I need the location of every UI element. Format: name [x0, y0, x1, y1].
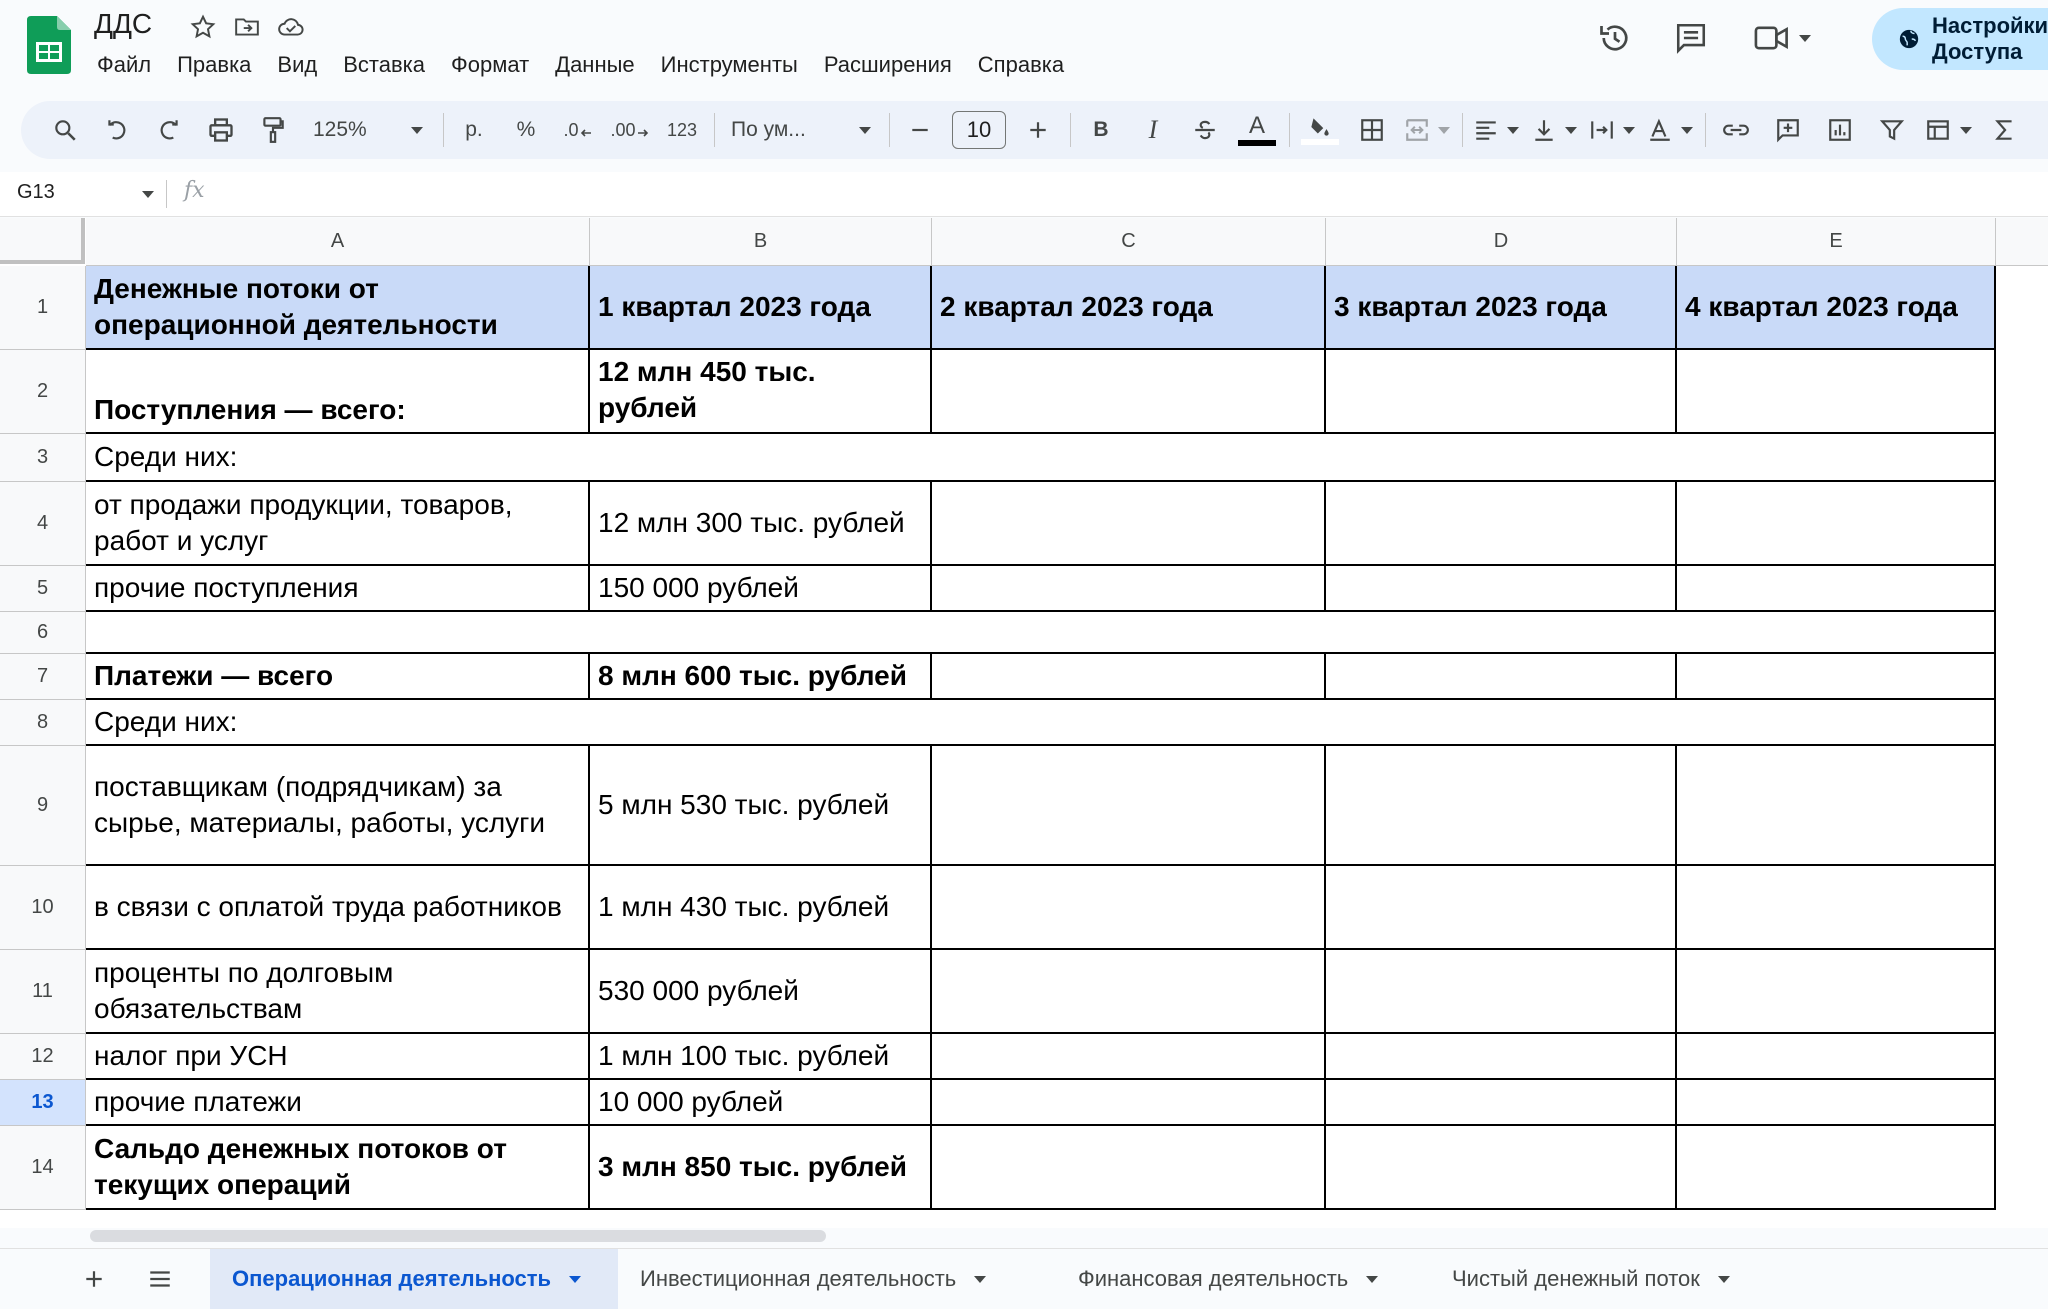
- horizontal-scrollbar[interactable]: [90, 1230, 826, 1242]
- globe-icon: [1898, 26, 1920, 52]
- filter-views-icon[interactable]: [1924, 110, 1972, 150]
- print-icon[interactable]: [201, 110, 241, 150]
- sheets-logo-icon[interactable]: [27, 16, 71, 74]
- cell-b7[interactable]: [590, 654, 932, 700]
- functions-icon[interactable]: [1984, 110, 2024, 150]
- redo-icon[interactable]: [149, 110, 189, 150]
- cell-text: налог при УСН: [94, 1040, 288, 1071]
- cell-a6[interactable]: [86, 612, 1996, 654]
- toolbar-divider: [714, 113, 715, 147]
- app-header: [0, 0, 2048, 96]
- cell-c4[interactable]: [932, 482, 1326, 566]
- chevron-down-icon: [1681, 127, 1693, 134]
- chevron-down-icon: [859, 127, 871, 134]
- cell-c14[interactable]: [932, 1126, 1326, 1210]
- cell-text: 3 квартал 2023 года: [1334, 291, 1607, 322]
- toolbar-divider: [1705, 113, 1706, 147]
- cell-d13[interactable]: [1326, 1080, 1677, 1126]
- cell-text: 4 квартал 2023 года: [1685, 291, 1958, 322]
- text-color-button[interactable]: [1237, 110, 1277, 150]
- cell-d14[interactable]: [1326, 1126, 1677, 1210]
- cell-d5[interactable]: [1326, 566, 1677, 612]
- chevron-down-icon: [1565, 127, 1577, 134]
- cell-e11[interactable]: [1677, 950, 1996, 1034]
- cell-a12[interactable]: [86, 1034, 590, 1080]
- name-box[interactable]: G13: [17, 181, 55, 203]
- cell-c7[interactable]: [932, 654, 1326, 700]
- zoom-select[interactable]: [305, 110, 431, 150]
- cell-text: 10 000 рублей: [598, 1086, 784, 1117]
- star-icon[interactable]: [188, 12, 218, 42]
- cell-d7[interactable]: [1326, 654, 1677, 700]
- row-header[interactable]: 3: [0, 434, 86, 482]
- sheet-tab-label: Инвестиционная деятельность: [640, 1266, 957, 1291]
- cell-a2[interactable]: [86, 350, 590, 434]
- italic-button[interactable]: I: [1148, 115, 1158, 144]
- row-header[interactable]: 14: [0, 1126, 86, 1210]
- arrow-left-icon: [579, 123, 593, 137]
- select-all-corner[interactable]: [0, 218, 85, 264]
- strikethrough-icon[interactable]: [1185, 110, 1225, 150]
- cell-text: 3 млн 850 тыс. рублей: [598, 1151, 907, 1182]
- cell-a5[interactable]: [86, 566, 590, 612]
- all-sheets-icon[interactable]: [140, 1259, 180, 1299]
- chevron-down-icon: [1623, 127, 1635, 134]
- cell-b1[interactable]: [590, 266, 932, 350]
- sheet-tab[interactable]: [1056, 1249, 1430, 1309]
- cell-d2[interactable]: [1326, 350, 1677, 434]
- menu-bar: [84, 48, 1077, 82]
- cell-b11[interactable]: [590, 950, 932, 1034]
- cell-text: прочие поступления: [94, 572, 359, 603]
- cell-text: 12 млн 450 тыс. рублей: [598, 356, 816, 423]
- share-button-label: Настройки Доступа: [1932, 13, 2048, 64]
- sheet-tabs-bar: [0, 1248, 2048, 1309]
- menu-data[interactable]: Данные: [555, 52, 635, 77]
- column-header-filler: [1996, 218, 2048, 266]
- cell-e13[interactable]: [1677, 1080, 1996, 1126]
- cell-c13[interactable]: [932, 1080, 1326, 1126]
- cell-d12[interactable]: [1326, 1034, 1677, 1080]
- menu-extensions[interactable]: Расширения: [823, 52, 952, 77]
- cell-text: проценты по долговым обязательствам: [94, 957, 394, 1024]
- cloud-status-icon[interactable]: [276, 12, 306, 42]
- comments-icon[interactable]: [1666, 16, 1716, 60]
- cell-e10[interactable]: [1677, 866, 1996, 950]
- cell-text: Платежи — всего: [94, 660, 334, 691]
- column-header-b[interactable]: B: [590, 218, 932, 266]
- more-formats-button[interactable]: 123: [666, 119, 698, 140]
- decrease-decimal-button[interactable]: [558, 110, 598, 150]
- chevron-down-icon: [1960, 127, 1972, 134]
- menu-edit[interactable]: Правка: [177, 52, 252, 77]
- toolbar-divider: [1289, 113, 1290, 147]
- sheet-tab[interactable]: [618, 1249, 1048, 1309]
- merge-cells-icon[interactable]: [1404, 110, 1450, 150]
- cell-b9[interactable]: [590, 746, 932, 866]
- bold-button[interactable]: B: [1093, 118, 1109, 141]
- zoom-value: 125%: [313, 118, 367, 141]
- cell-e1[interactable]: [1677, 266, 1996, 350]
- text-color-label: A: [1248, 112, 1265, 139]
- row-header[interactable]: 7: [0, 654, 86, 700]
- cell-text: 530 000 рублей: [598, 975, 799, 1006]
- fill-color-swatch: [1301, 139, 1339, 145]
- cell-a8[interactable]: [86, 700, 1996, 746]
- cell-a11[interactable]: [86, 950, 590, 1034]
- vertical-align-icon[interactable]: [1531, 110, 1577, 150]
- menu-file[interactable]: Файл: [97, 52, 152, 77]
- column-header-e[interactable]: E: [1677, 218, 1996, 266]
- row-header[interactable]: 1: [0, 266, 86, 350]
- cell-a9[interactable]: [86, 746, 590, 866]
- cell-a1[interactable]: [86, 266, 590, 350]
- cell-e2[interactable]: [1677, 350, 1996, 434]
- row-header[interactable]: 8: [0, 700, 86, 746]
- cell-text: прочие платежи: [94, 1086, 302, 1117]
- cell-b13[interactable]: [590, 1080, 932, 1126]
- cell-text: Среди них:: [94, 441, 238, 472]
- menu-view[interactable]: Вид: [277, 52, 318, 77]
- decrease-font-size-icon[interactable]: [900, 110, 940, 150]
- cell-e14[interactable]: [1677, 1126, 1996, 1210]
- add-sheet-icon[interactable]: [74, 1259, 114, 1299]
- row-header[interactable]: 12: [0, 1034, 86, 1080]
- cell-text: Среди них:: [94, 706, 238, 737]
- sheet-tab[interactable]: [1430, 1249, 1800, 1309]
- row-header[interactable]: 13: [0, 1080, 86, 1126]
- row-header[interactable]: 9: [0, 746, 86, 866]
- chevron-down-icon: [411, 127, 423, 134]
- cell-d9[interactable]: [1326, 746, 1677, 866]
- move-folder-icon[interactable]: [232, 12, 262, 42]
- cell-c10[interactable]: [932, 866, 1326, 950]
- currency-format-button[interactable]: р.: [465, 118, 483, 141]
- cell-text: в связи с оплатой труда работников: [94, 891, 562, 922]
- meet-icon[interactable]: [1742, 16, 1822, 60]
- fx-icon: fx: [184, 178, 205, 203]
- cell-text: Поступления — всего:: [94, 394, 406, 425]
- cell-b10[interactable]: [590, 866, 932, 950]
- search-icon[interactable]: [45, 110, 85, 150]
- chevron-down-icon: [1438, 127, 1450, 134]
- row-header[interactable]: 10: [0, 866, 86, 950]
- menu-format[interactable]: Формат: [451, 52, 530, 77]
- column-header-a[interactable]: A: [86, 218, 590, 266]
- formula-bar-divider: [166, 180, 167, 208]
- row-header[interactable]: 4: [0, 482, 86, 566]
- cell-e7[interactable]: [1677, 654, 1996, 700]
- cell-text: 150 000 рублей: [598, 572, 799, 603]
- increase-decimal-label: .00: [610, 119, 636, 140]
- sheet-tab-label: Чистый денежный поток: [1452, 1266, 1700, 1291]
- chevron-down-icon[interactable]: [569, 1276, 581, 1283]
- menu-insert[interactable]: Вставка: [343, 52, 426, 77]
- cell-text: Сальдо денежных потоков от текущих операций: [94, 1133, 507, 1200]
- column-header-c[interactable]: C: [932, 218, 1326, 266]
- chevron-down-icon[interactable]: [1366, 1276, 1378, 1283]
- font-size-input[interactable]: 10: [952, 111, 1006, 149]
- cell-e4[interactable]: [1677, 482, 1996, 566]
- cell-e9[interactable]: [1677, 746, 1996, 866]
- cell-b12[interactable]: [590, 1034, 932, 1080]
- cell-c2[interactable]: [932, 350, 1326, 434]
- chevron-down-icon[interactable]: [974, 1276, 986, 1283]
- spreadsheet-grid[interactable]: [0, 218, 2048, 1228]
- cell-d4[interactable]: [1326, 482, 1677, 566]
- percent-format-button[interactable]: %: [516, 118, 536, 141]
- cell-a7[interactable]: [86, 654, 590, 700]
- cell-text: 12 млн 300 тыс. рублей: [598, 507, 905, 538]
- cell-d1[interactable]: [1326, 266, 1677, 350]
- undo-icon[interactable]: [97, 110, 137, 150]
- cell-text: 5 млн 530 тыс. рублей: [598, 789, 890, 820]
- decrease-decimal-label: .0: [563, 119, 579, 140]
- cell-text: поставщикам (подрядчикам) за сырье, материалы, работы, услуги: [94, 771, 546, 838]
- chevron-down-icon: [1507, 127, 1519, 134]
- arrow-right-icon: [636, 123, 650, 137]
- cell-c12[interactable]: [932, 1034, 1326, 1080]
- cell-a14[interactable]: [86, 1126, 590, 1210]
- sheet-tab-label: Финансовая деятельность: [1078, 1266, 1349, 1291]
- cell-d10[interactable]: [1326, 866, 1677, 950]
- cell-d11[interactable]: [1326, 950, 1677, 1034]
- cell-text: 1 млн 430 тыс. рублей: [598, 891, 890, 922]
- cell-c1[interactable]: [932, 266, 1326, 350]
- cell-e12[interactable]: [1677, 1034, 1996, 1080]
- row-header[interactable]: 6: [0, 612, 86, 654]
- insert-link-icon[interactable]: [1716, 110, 1756, 150]
- cell-b5[interactable]: [590, 566, 932, 612]
- toolbar-divider: [1070, 113, 1071, 147]
- fill-color-icon[interactable]: [1300, 110, 1340, 150]
- increase-font-size-icon[interactable]: [1018, 110, 1058, 150]
- toolbar-divider: [889, 113, 890, 147]
- chevron-down-icon: [1799, 35, 1811, 42]
- menu-help[interactable]: Справка: [977, 52, 1065, 77]
- share-button[interactable]: [1872, 8, 2048, 70]
- insert-comment-icon[interactable]: [1768, 110, 1808, 150]
- column-header-d[interactable]: D: [1326, 218, 1677, 266]
- cell-b2[interactable]: [590, 350, 932, 434]
- horizontal-align-icon[interactable]: [1473, 110, 1519, 150]
- text-wrap-icon[interactable]: [1589, 110, 1635, 150]
- paint-format-icon[interactable]: [253, 110, 293, 150]
- font-value: По ум...: [731, 118, 806, 141]
- cell-b14[interactable]: [590, 1126, 932, 1210]
- cell-text: 2 квартал 2023 года: [940, 291, 1213, 322]
- chevron-down-icon[interactable]: [142, 191, 154, 198]
- cell-c11[interactable]: [932, 950, 1326, 1034]
- cell-a4[interactable]: [86, 482, 590, 566]
- cell-c9[interactable]: [932, 746, 1326, 866]
- cell-a10[interactable]: [86, 866, 590, 950]
- text-color-swatch: [1238, 140, 1276, 146]
- row-header[interactable]: 2: [0, 350, 86, 434]
- cell-a13[interactable]: [86, 1080, 590, 1126]
- cell-a3[interactable]: [86, 434, 1996, 482]
- cell-b4[interactable]: [590, 482, 932, 566]
- cell-text: от продажи продукции, товаров, работ и услуг: [94, 489, 513, 556]
- cell-text: 1 квартал 2023 года: [598, 291, 871, 322]
- increase-decimal-button[interactable]: [610, 110, 650, 150]
- sheet-tab-label: Операционная деятельность: [232, 1266, 552, 1291]
- text-rotation-icon[interactable]: [1647, 110, 1693, 150]
- chevron-down-icon[interactable]: [1718, 1276, 1730, 1283]
- filter-icon[interactable]: [1872, 110, 1912, 150]
- row-header[interactable]: 11: [0, 950, 86, 1034]
- toolbar: [21, 101, 2048, 159]
- version-history-icon[interactable]: [1590, 16, 1640, 60]
- font-select[interactable]: [725, 110, 877, 150]
- cell-text: 1 млн 100 тыс. рублей: [598, 1040, 890, 1071]
- row-header[interactable]: 5: [0, 566, 86, 612]
- toolbar-divider: [443, 113, 444, 147]
- borders-icon[interactable]: [1352, 110, 1392, 150]
- sheet-tab[interactable]: [210, 1249, 618, 1309]
- menu-tools[interactable]: Инструменты: [660, 52, 798, 77]
- cell-c5[interactable]: [932, 566, 1326, 612]
- formula-bar: [0, 172, 2048, 217]
- insert-chart-icon[interactable]: [1820, 110, 1860, 150]
- cell-text: Денежные потоки от операционной деятельности: [94, 273, 498, 340]
- cell-e5[interactable]: [1677, 566, 1996, 612]
- document-title[interactable]: ДДС: [94, 8, 153, 39]
- cell-text: 8 млн 600 тыс. рублей: [598, 660, 907, 691]
- toolbar-divider: [1462, 113, 1463, 147]
- formula-input[interactable]: [230, 172, 2030, 216]
